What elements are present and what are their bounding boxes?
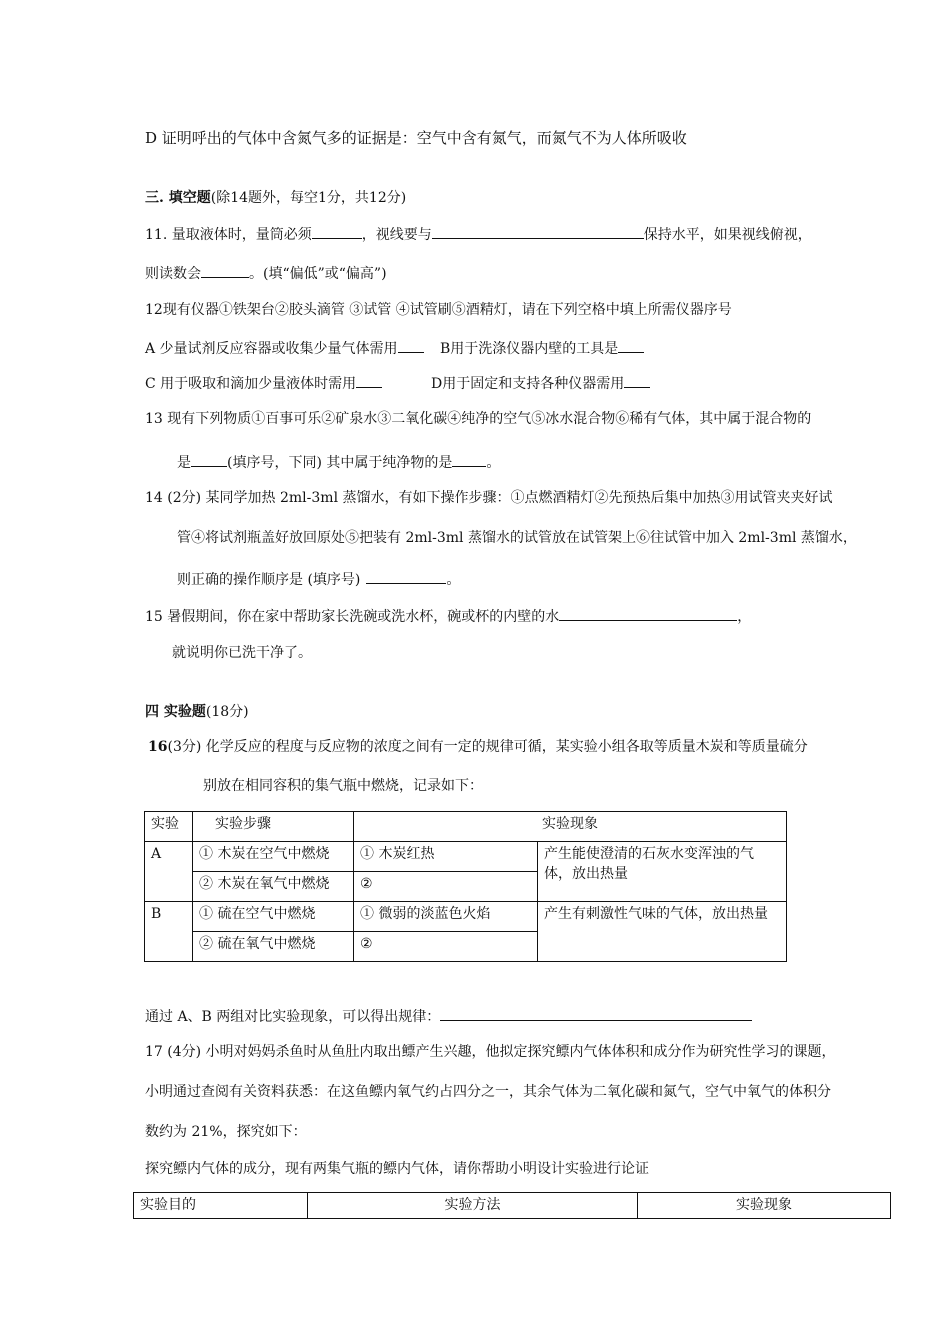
table-cell: ② 木炭在氧气中燃烧 — [193, 872, 354, 902]
table-cell: ① 木炭红热 — [354, 842, 538, 872]
table-header-purpose: 实验目的 — [134, 1193, 308, 1219]
experiment-table-17 — [133, 1192, 891, 1219]
section-4-heading — [145, 702, 249, 722]
question-15-line-1 — [145, 606, 751, 627]
row-label-b: B — [145, 902, 193, 962]
table-header-phenomena: 实验现象 — [638, 1193, 891, 1219]
q13-text-d: 。 — [486, 455, 501, 471]
question-13-line-2 — [177, 452, 500, 473]
table-header-steps: 实验步骤 — [193, 812, 354, 842]
q16-number: 16 — [148, 739, 168, 755]
q12-b-blank[interactable] — [618, 338, 644, 353]
q16-text: (3分) 化学反应的程度与反应物的浓度之间有一定的规律可循，某实验小组各取等质量木炭和等质量硫分 — [167, 739, 808, 755]
table-header-experiment: 实验 — [145, 812, 193, 842]
experiment-table-16 — [144, 811, 787, 962]
question-16-conclusion — [145, 1006, 752, 1027]
question-12-c — [145, 373, 382, 394]
table-cell: ② — [354, 932, 538, 962]
q11-text-c: 保持水平，如果视线俯视， — [643, 227, 812, 243]
section-3-heading — [145, 188, 406, 208]
q11-text-a: 11. 量取液体时，量筒必须 — [145, 227, 312, 243]
table-cell: ① 硫在空气中燃烧 — [193, 902, 354, 932]
table-header-method: 实验方法 — [308, 1193, 638, 1219]
q11-text-e: 。(填“偏低”或“偏高”) — [249, 266, 387, 282]
question-15-line-2: 就说明你已洗干净了。 — [172, 645, 312, 661]
q12-c-blank[interactable] — [356, 373, 382, 388]
q15-text-b: ， — [737, 609, 752, 625]
question-14-line-3 — [177, 569, 460, 590]
row-label-a: A — [145, 842, 193, 902]
q15-text-a: 15 暑假期间，你在家中帮助家长洗碗或洗水杯，碗或杯的内壁的水 — [145, 609, 560, 625]
table-cell: ② 硫在氧气中燃烧 — [193, 932, 354, 962]
q15-blank[interactable] — [559, 606, 737, 621]
q14-blank[interactable] — [366, 569, 446, 584]
q16-conclusion-text: 通过 A、B 两组对比实验现象，可以得出规律： — [145, 1009, 441, 1025]
q11-text-b: ，视线要与 — [361, 227, 432, 243]
section-3-note: (除14题外，每空1分，共12分) — [210, 190, 407, 206]
table-cell: ① 木炭在空气中燃烧 — [193, 842, 354, 872]
q12-d-blank[interactable] — [624, 373, 650, 388]
option-d: D 证明呼出的气体中含氮气多的证据是：空气中含有氮气，而氮气不为人体所吸收 — [145, 129, 687, 147]
q11-blank-1[interactable] — [312, 224, 362, 239]
table-cell: ① 微弱的淡蓝色火焰 — [354, 902, 538, 932]
q14-text-d: 。 — [446, 572, 461, 588]
table-cell: ② — [354, 872, 538, 902]
q12-c-text: C 用于吸取和滴加少量液体时需用 — [145, 376, 357, 392]
question-13-line-1: 13 现有下列物质①百事可乐②矿泉水③二氧化碳④纯净的空气⑤冰水混合物⑥稀有气体，其中属于混合物的 — [145, 411, 812, 427]
q11-text-d: 则读数会 — [145, 266, 201, 282]
q11-blank-3[interactable] — [201, 263, 249, 278]
q13-text-c: (填序号，下同) 其中属于纯净物的是 — [227, 455, 453, 471]
question-16-line-1 — [148, 737, 808, 757]
table-cell: 产生能使澄清的石灰水变浑浊的气体，放出热量 — [538, 842, 787, 902]
question-17-line-1: 17 (4分) 小明对妈妈杀鱼时从鱼肚内取出鳔产生兴趣，他拟定探究鳔内气体体积和成分作为研究性学习的课题， — [145, 1044, 836, 1060]
q12-a-blank[interactable] — [398, 338, 424, 353]
q14-text-c: 则正确的操作顺序是 (填序号) — [177, 572, 361, 588]
q11-blank-2[interactable] — [432, 224, 644, 239]
question-17-line-4: 探究鳔内气体的成分，现有两集气瓶的鳔内气体，请你帮助小明设计实验进行论证 — [145, 1161, 649, 1177]
question-14-line-1: 14 (2分) 某同学加热 2ml-3ml 蒸馏水，有如下操作步骤：①点燃酒精灯②先预热后集中加热③用试管夹夹好试 — [145, 490, 833, 506]
table-header-phenomena: 实验现象 — [354, 812, 787, 842]
question-17-line-2: 小明通过查阅有关资料获悉：在这鱼鳔内氧气约占四分之一，其余气体为二氧化碳和氮气，空气中氧气的体积分 — [145, 1084, 831, 1100]
q16-conclusion-blank[interactable] — [440, 1006, 752, 1021]
section-3-title: 三. 填空题 — [145, 190, 211, 206]
question-12-b — [440, 338, 644, 359]
question-12-stem: 12现有仪器①铁架台②胶头滴管 ③试管 ④试管刷⑤酒精灯，请在下列空格中填上所需仪器序号 — [145, 302, 732, 318]
q13-text-b: 是 — [177, 455, 191, 471]
section-4-note: (18分) — [205, 704, 249, 720]
table-cell: 产生有刺激性气味的气体，放出热量 — [538, 902, 787, 962]
question-11-line-1 — [145, 224, 812, 245]
q13-blank-2[interactable] — [452, 452, 486, 467]
q12-a-text: A 少量试剂反应容器或收集少量气体需用 — [145, 341, 398, 357]
question-14-line-2: 管④将试剂瓶盖好放回原处⑤把装有 2ml-3ml 蒸馏水的试管放在试管架上⑥往试管中加入 2ml-3ml 蒸馏水， — [177, 530, 857, 546]
q12-b-text: B用于洗涤仪器内壁的工具是 — [440, 341, 619, 357]
question-17-line-3: 数约为 21%，探究如下： — [145, 1124, 307, 1140]
question-12-d — [431, 373, 650, 394]
question-16-line-2: 别放在相同容积的集气瓶中燃烧，记录如下： — [203, 778, 483, 794]
question-12-a — [145, 338, 424, 359]
q12-d-text: D用于固定和支持各种仪器需用 — [431, 376, 625, 392]
section-4-title: 四 实验题 — [145, 704, 206, 720]
q13-blank-1[interactable] — [191, 452, 227, 467]
question-11-line-2 — [145, 263, 387, 284]
